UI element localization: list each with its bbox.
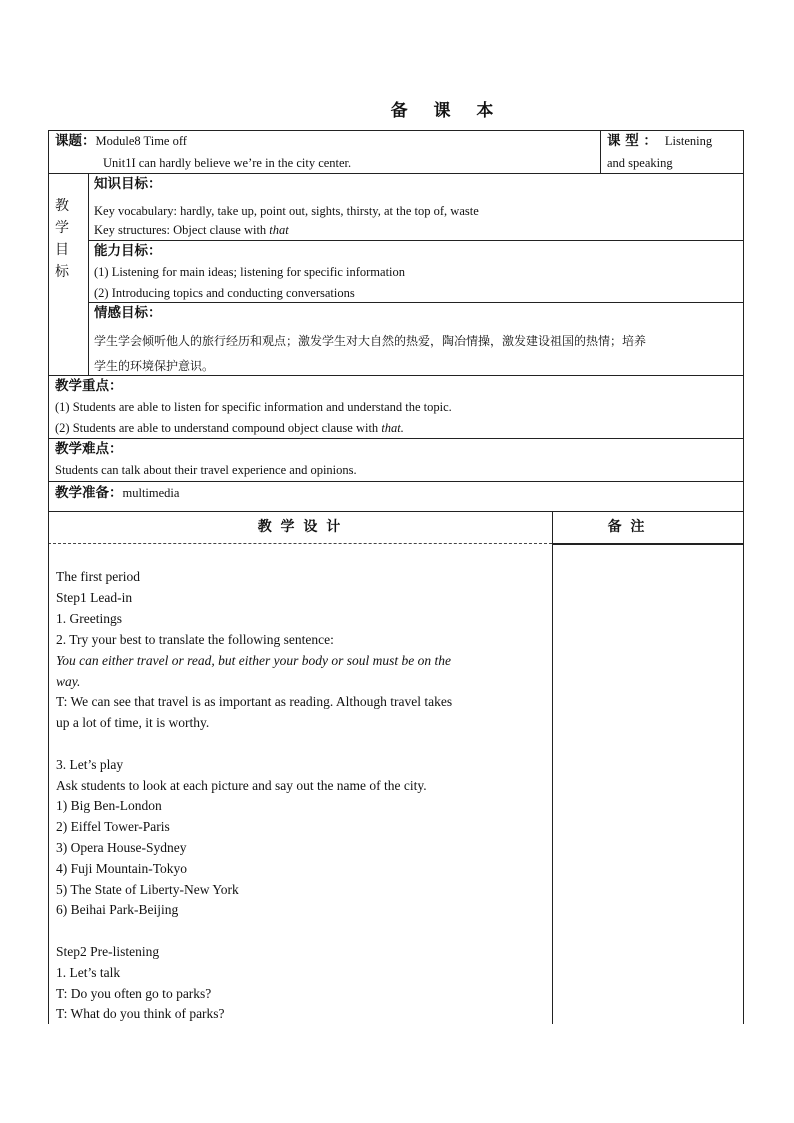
design-left-border — [48, 511, 49, 1024]
knowledge-line-2-text: Key structures: Object clause with — [94, 223, 270, 237]
type-value-1: Listening — [664, 134, 713, 148]
topic-label: 课题： — [55, 133, 96, 149]
header-type-divider — [600, 130, 601, 173]
row-divider-keypoints — [48, 438, 744, 439]
design-heading-bottom — [48, 543, 552, 545]
ability-label: 能力目标： — [94, 243, 162, 259]
keypoints-line-2-italic: that. — [381, 421, 404, 435]
side-char: 学 — [55, 220, 69, 236]
keypoints-line-2 — [55, 421, 404, 436]
type-label: 课 型 ： — [607, 133, 657, 149]
topic-line-1: Module8 Time off — [95, 134, 187, 148]
notes-heading-bottom — [552, 543, 744, 545]
keypoints-line-2-text: (2) Students are able to understand compound object clause with — [55, 421, 382, 435]
knowledge-line-2-italic: that — [269, 223, 289, 237]
row-divider-difficulties — [48, 481, 744, 482]
design-line: 6) Beihai Park-Beijing — [56, 902, 179, 917]
page-title: 备 课 本 — [390, 101, 504, 121]
side-char: 标 — [55, 264, 69, 280]
difficulties-label: 教学难点： — [55, 441, 123, 457]
difficulties-line-1: Students can talk about their travel experience and opinions. — [55, 463, 357, 477]
type-row — [607, 134, 712, 149]
table-top-border — [48, 130, 744, 131]
objectives-side-divider — [88, 173, 89, 375]
keypoints-label: 教学重点： — [55, 378, 123, 394]
emotion-line-1: 学生学会倾听他人的旅行经历和观点；激发学生对大自然的热爱，陶冶情操，激发建设祖国的热情；培养 — [94, 334, 647, 348]
design-line: T: What do you think of parks? — [56, 1006, 225, 1021]
preparation-value: multimedia — [122, 486, 180, 500]
row-divider-objectives — [48, 375, 744, 376]
notes-heading: 备 注 — [607, 519, 647, 535]
design-line: The first period — [56, 569, 140, 584]
table-right-border — [743, 130, 744, 511]
preparation-label: 教学准备： — [55, 485, 123, 501]
design-line: 1. Greetings — [56, 611, 122, 626]
design-line: 3) Opera House-Sydney — [56, 840, 187, 855]
design-line: 4) Fuji Mountain-Tokyo — [56, 861, 188, 876]
design-line: 5) The State of Liberty-New York — [56, 882, 239, 897]
emotion-label: 情感目标： — [94, 305, 162, 321]
ability-line-2: (2) Introducing topics and conducting conversations — [94, 286, 355, 300]
topic-row — [55, 134, 187, 149]
topic-line-2: Unit1I can hardly believe we’re in the city center. — [103, 156, 352, 170]
design-line: T: We can see that travel is as important as reading. Although travel takes — [56, 694, 453, 709]
preparation-row — [55, 486, 179, 501]
knowledge-label: 知识目标： — [94, 176, 162, 192]
table-left-border — [48, 130, 49, 511]
type-value-2: and speaking — [607, 156, 673, 170]
keypoints-line-1: (1) Students are able to listen for specific information and understand the topic. — [55, 400, 452, 414]
design-notes-divider — [552, 511, 553, 1024]
row-divider-header — [48, 173, 744, 174]
design-line: Step2 Pre-listening — [56, 944, 160, 959]
side-char: 教 — [55, 198, 69, 214]
design-line: 1) Big Ben-London — [56, 798, 162, 813]
design-heading: 教 学 设 计 — [257, 519, 343, 535]
design-line: way. — [56, 674, 81, 689]
design-line: up a lot of time, it is worthy. — [56, 715, 210, 730]
design-line: T: Do you often go to parks? — [56, 986, 212, 1001]
design-right-border — [743, 511, 744, 1024]
ability-line-1: (1) Listening for main ideas; listening for specific information — [94, 265, 406, 279]
design-line: Step1 Lead-in — [56, 590, 133, 605]
design-line: 3. Let’s play — [56, 757, 124, 772]
design-line: 2) Eiffel Tower-Paris — [56, 819, 170, 834]
design-line: You can either travel or read, but either your body or soul must be on the — [56, 653, 451, 668]
design-line: 2. Try your best to translate the following sentence: — [56, 632, 334, 647]
design-line: Ask students to look at each picture and say out the name of the city. — [56, 778, 427, 793]
side-char: 目 — [55, 242, 69, 258]
row-divider-knowledge — [88, 240, 744, 241]
knowledge-line-2 — [94, 223, 289, 238]
objectives-side-label — [55, 195, 73, 283]
row-divider-ability — [88, 302, 744, 303]
emotion-line-2: 学生的环境保护意识。 — [94, 359, 215, 373]
row-divider-preparation — [48, 511, 744, 512]
design-line: 1. Let’s talk — [56, 965, 121, 980]
knowledge-line-1: Key vocabulary: hardly, take up, point out, sights, thirsty, at the top of, waste — [94, 204, 479, 218]
